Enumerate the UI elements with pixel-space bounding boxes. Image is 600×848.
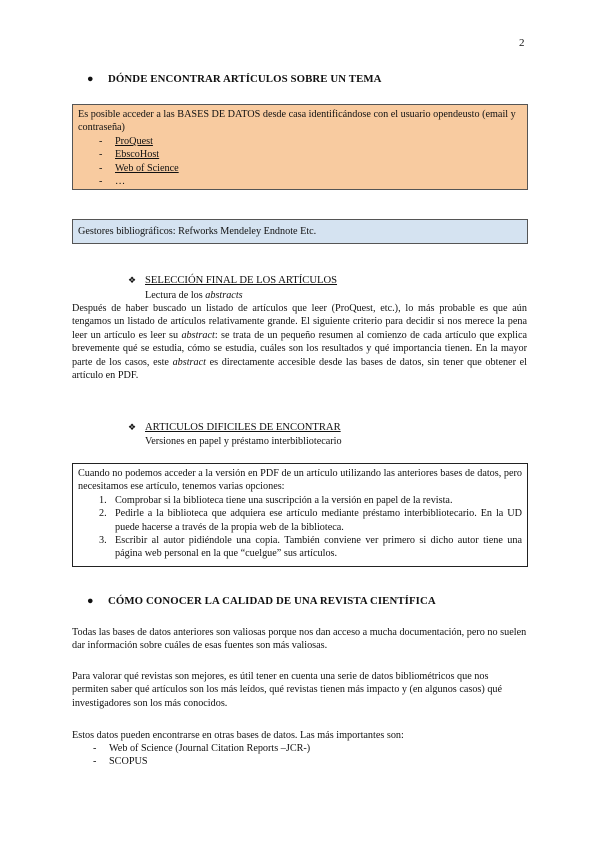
options-list	[78, 494, 522, 561]
bullet-icon: ●	[87, 73, 94, 85]
quality-paragraph-2: Para valorar qué revistas son mejores, es útil tener en cuenta una serie de datos bibliométricos que nos permiten saber qué artículos son los más leídos, qué revistas tienen más impacto y (en algunos casos) qué investigadores son los más conocidos.	[72, 671, 503, 709]
heading-text: CÓMO CONOCER LA CALIDAD DE UNA REVISTA CIENTÍFICA	[108, 595, 436, 607]
subsection-title: SELECCIÓN FINAL DE LOS ARTÍCULOS	[145, 275, 338, 286]
diamond-bullet-icon: ❖	[128, 275, 137, 285]
database-list-ellipsis: - …	[78, 175, 522, 188]
diamond-bullet-icon: ❖	[128, 422, 137, 432]
source-item: - Web of Science (Journal Citation Reports –JCR-)	[72, 742, 527, 755]
section-heading-find-articles	[87, 73, 538, 86]
database-link-web-of-science[interactable]: - Web of Science	[78, 162, 522, 175]
databases-box	[72, 104, 528, 190]
bullet-icon: ●	[87, 595, 94, 607]
subsection-subtitle: Versiones en papel y préstamo interbibliotecario	[145, 436, 342, 447]
subsection-title: ARTICULOS DIFICILES DE ENCONTRAR	[145, 422, 341, 433]
subsection-hard-to-find	[128, 421, 525, 434]
options-intro: Cuando no podemos acceder a la versión en PDF de un artículo utilizando las anteriores bases de datos, pero necesitamos ese artículo, tenemos varias opciones:	[78, 468, 522, 493]
option-item: 1. Comprobar si la biblioteca tiene una suscripción a la versión en papel de la revista.	[99, 494, 453, 506]
sources-list	[72, 742, 527, 769]
database-link-ebscohost[interactable]: - EbscoHost	[78, 148, 522, 161]
reference-managers-box	[72, 219, 528, 244]
subsection-subtitle: Lectura de los abstracts	[145, 290, 243, 301]
source-item: - SCOPUS	[72, 755, 527, 768]
option-item: 2. Pedirle a la biblioteca que adquiera ese artículo mediante préstamo interbibliotecario. En la UD puede hacerse a través de la propia web de la biblioteca.	[99, 508, 522, 533]
databases-intro: Es posible acceder a las BASES DE DATOS desde casa identificándose con el usuario opendeusto (email y contraseña)	[78, 109, 516, 134]
reference-managers-text: Gestores bibliográficos: Refworks Mendeley Endnote Etc.	[78, 226, 317, 237]
quality-paragraph-3: Estos datos pueden encontrarse en otras bases de datos. Las más importantes son:	[72, 730, 404, 741]
option-item: 3. Escribir al autor pidiéndole una copia. También conviene ver primero si dicho autor tiene una página web personal en la que “cuelgue” sus artículos.	[99, 535, 522, 560]
heading-text: DÓNDE ENCONTRAR ARTÍCULOS SOBRE UN TEMA	[108, 73, 382, 85]
page-number: 2	[519, 37, 525, 49]
database-link-proquest[interactable]: - ProQuest	[78, 135, 522, 148]
section-heading-journal-quality	[87, 595, 538, 608]
options-box	[72, 463, 528, 567]
subsection-final-selection	[128, 274, 525, 287]
databases-list	[78, 135, 522, 189]
quality-paragraph-1: Todas las bases de datos anteriores son valiosas porque nos dan acceso a mucha documentación, pero no suelen dar información sobre cuáles de esas fuentes son más valiosas.	[72, 627, 527, 652]
abstract-paragraph: Después de haber buscado un listado de artículos que leer (ProQuest, etc.), lo más probable es que aún tengamos un listado de artículos relativamente grande. El siguiente criterio para decidir si nos merece la pena leer un artículo es leer su abstract: se trata de un pequeño resumen al comienzo de cada artículo que explica brevemente qué se estudia, cómo se estudia, cuáles son los resultados y qué importancia tienen. En la mayor parte de los casos, este abstract es directamente accesible desde las bases de datos, sin tener que obtener el artículo en PDF.	[72, 303, 527, 382]
